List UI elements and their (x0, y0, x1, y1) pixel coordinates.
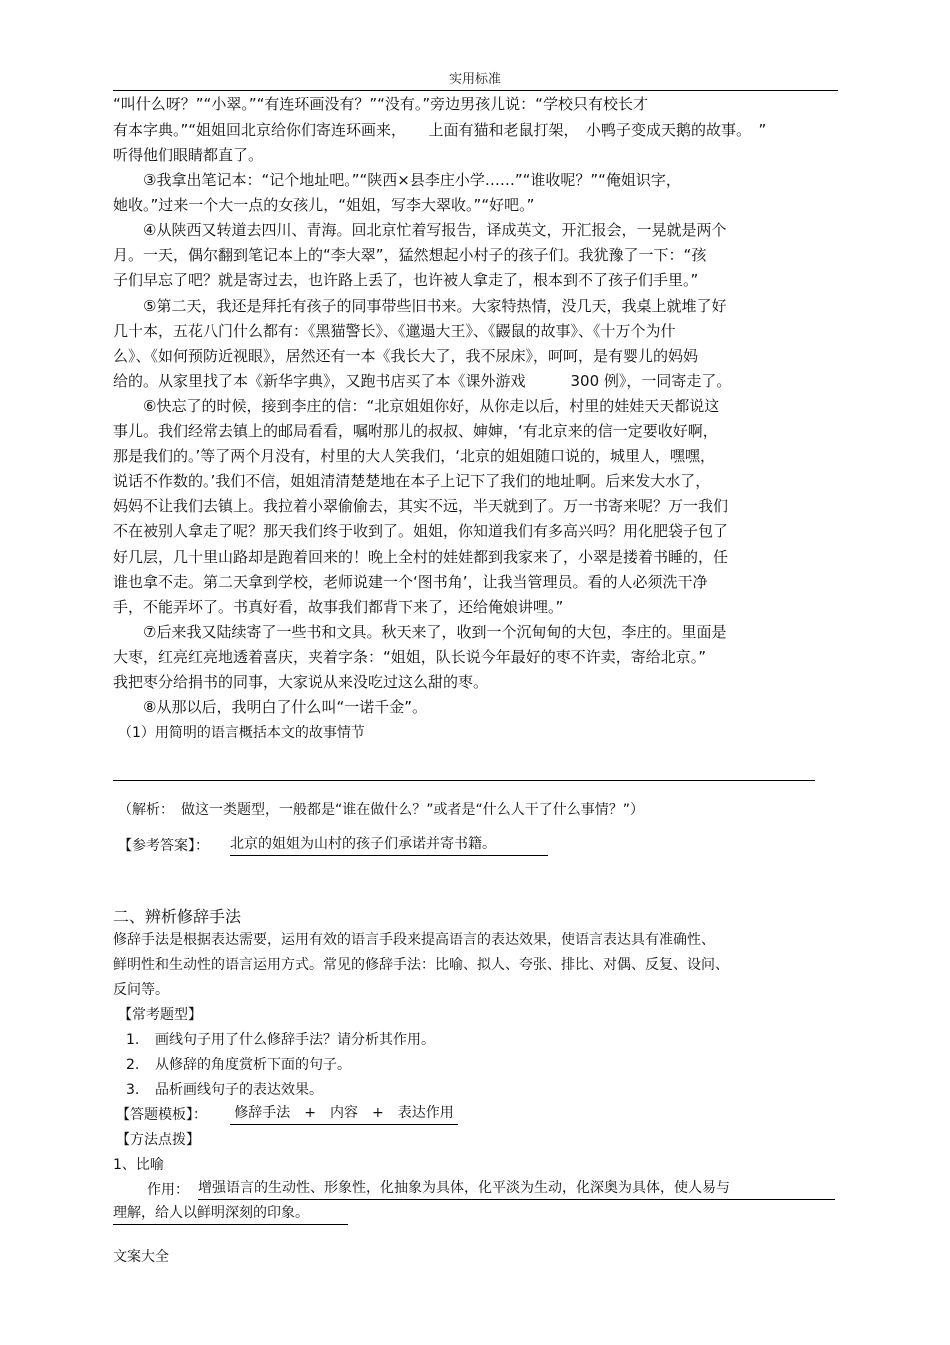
story-line: 她收。”过来一个大一点的女孩儿，“姐姐，写李大翠收。”“好吧。” (113, 196, 535, 214)
story-line: 我把枣分给捐书的同事，大家说从来没吃过这么甜的枣。 (113, 673, 489, 691)
story-line: ⑦后来我又陆续寄了一些书和文具。秋天来了，收到一个沉甸甸的大包，李庄的。里面是 (143, 623, 727, 641)
list-item-number: 2. (126, 1057, 140, 1073)
list-item: 画线句子用了什么修辞手法？请分析其作用。 (155, 1032, 435, 1048)
story-line: ⑥快忘了的时候，接到李庄的信：“北京姐姐你好，从你走以后，村里的娃娃天天都说这 (143, 397, 720, 415)
subsection-title: 1、比喻 (113, 1157, 164, 1173)
method-label: 【方法点拨】 (116, 1132, 200, 1148)
story-line: 不在被别人拿走了呢？那天我们终于收到了。姐姐，你知道我们有多高兴吗？用化肥袋子包了 (113, 522, 729, 540)
story-line: 说话不作数的。’我们不信，姐姐清清楚楚地在本子上记下了我们的地址啊。后来发大水了， (113, 472, 711, 490)
story-line: 给的。从家里找了本《新华字典》，又跑书店买了本《课外游戏 300 例》，一同寄走了。 (113, 372, 732, 390)
story-line: 大枣，红亮红亮地透着喜庆，夹着字条：“姐姐，队长说今年最好的枣不许卖，寄给北京。” (113, 648, 707, 666)
template-text: 修辞手法 + 内容 + 表达作用 (230, 1103, 458, 1125)
story-line: 听得他们眼睛都直了。 (113, 146, 264, 164)
story-line: 好几层，几十里山路却是跑着回来的！晚上全村的娃娃都到我家来了，小翠是搂着书睡的，任 (113, 548, 729, 566)
story-line: ④从陕西又转道去四川、青海。回北京忙着写报告，译成英文，开汇报会，一晃就是两个 (143, 221, 727, 239)
list-item-number: 3. (126, 1082, 140, 1098)
story-line: ⑧从那以后，我明白了什么叫“一诺千金”。 (143, 698, 427, 716)
story-line: 手，不能弄坏了。书真好看，故事我们都背下来了，还给俺娘讲哩。” (113, 598, 564, 616)
section-intro-line: 反问等。 (113, 982, 169, 998)
list-item: 从修辞的角度赏析下面的句子。 (155, 1057, 351, 1073)
story-line: 几十本，五花八门什么都有：《黑猫警长》、《邋遢大王》、《鼹鼠的故事》、《十万个为什 (113, 322, 676, 340)
analysis-note: （解析： 做这一类题型，一般都是“谁在做什么？”或者是“什么人干了什么事情？”） (118, 802, 645, 818)
answer-text: 北京的姐姐为山村的孩子们承诺并寄书籍。 (230, 834, 548, 856)
section-title: 二、辨析修辞手法 (113, 907, 242, 926)
story-line: 子们早忘了吧？就是寄过去，也许路上丢了，也许被人拿走了，根本到不了孩子们手里。” (113, 271, 699, 289)
list-item: 品析画线句子的表达效果。 (155, 1082, 323, 1098)
story-line: 妈妈不让我们去镇上。我拉着小翠偷偷去，其实不远，半天就到了。万一书寄来呢？万一我们 (113, 497, 729, 515)
template-label: 【答题模板】： (116, 1107, 207, 1123)
common-types-label: 【常考题型】 (118, 1007, 202, 1023)
answer-blank-line (113, 780, 815, 781)
effect-text-line: 理解，给人以鲜明深刻的印象。 (113, 1203, 348, 1225)
story-line: 月。一天，偶尔翻到笔记本上的“李大翠”，猛然想起小村子的孩子们。我犹豫了一下：“孩 (113, 246, 707, 264)
story-line: “叫什么呀？”“小翠。”“有连环画没有？”“没有。”旁边男孩儿说：“学校只有校长才 (113, 95, 648, 113)
story-line: ③我拿出笔记本：“记个地址吧。”“陕西×县李庄小学……”“谁收呢？”“俺姐识字， (143, 171, 681, 189)
effect-text-line: 增强语言的生动性、形象性，化抽象为具体，化平淡为生动，化深奥为具体，使人易与 (198, 1178, 835, 1200)
story-line: 事儿。我们经常去镇上的邮局看看，嘱咐那儿的叔叔、婶婶，‘有北京来的信一定要收好啊， (113, 422, 718, 440)
section-intro-line: 修辞手法是根据表达需要，运用有效的语言手段来提高语言的表达效果，使语言表达具有准确性、 (113, 932, 715, 948)
story-line: ⑤第二天，我还是拜托有孩子的同事带些旧书来。大家特热情，没几天，我桌上就堆了好 (143, 297, 727, 315)
page-header: 实用标准 (448, 72, 501, 87)
question-prompt: （1）用简明的语言概括本文的故事情节 (118, 725, 365, 741)
story-line: 那是我们的。’等了两个月没有，村里的大人笑我们，‘北京的姐姐随口说的，城里人，嘿嘿， (113, 447, 716, 465)
story-line: 有本字典。”“姐姐回北京给你们寄连环画来， 上面有猫和老鼠打架， 小鸭子变成天鹅的故事。 ” (113, 121, 767, 139)
list-item-number: 1. (126, 1032, 140, 1048)
answer-label: 【参考答案】： (118, 838, 209, 854)
page-footer: 文案大全 (113, 1249, 169, 1265)
section-intro-line: 鲜明性和生动性的语言运用方式。常见的修辞手法：比喻、拟人、夸张、排比、对偶、反复、设问、 (113, 957, 729, 973)
header-rule (113, 90, 838, 91)
story-line: 谁也拿不走。第二天拿到学校，老师说建一个‘图书角’，让我当管理员。看的人必须洗干净 (113, 573, 708, 591)
effect-label: 作用： (147, 1182, 189, 1198)
story-line: 么》、《如何预防近视眼》，居然还有一本《我长大了，我不尿床》，呵呵，是有婴儿的妈妈 (113, 347, 699, 365)
